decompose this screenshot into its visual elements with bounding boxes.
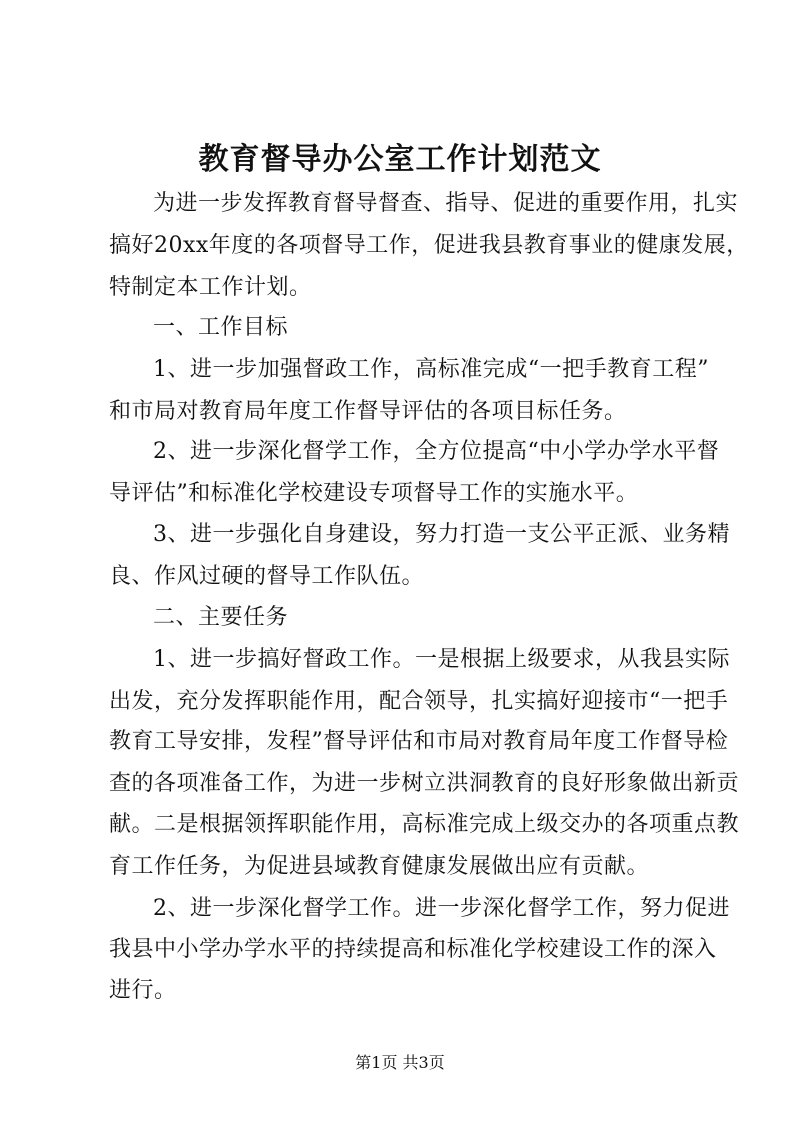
body-line: 查的各项准备工作，为进一步树立洪洞教育的良好形象做出新贡 <box>109 771 740 796</box>
body-line: 搞好20xx年度的各项督导工作，促进我县教育事业的健康发展， <box>109 233 749 258</box>
body-line: 1、进一步搞好督政工作。一是根据上级要求，从我县实际 <box>153 647 730 672</box>
body-line: 2、进一步深化督学工作。进一步深化督学工作，努力促进 <box>153 896 730 921</box>
body-line: 教育工导安排，发程”督导评估和市局对教育局年度工作督导检 <box>109 729 729 754</box>
body-line: 良、作风过硬的督导工作队伍。 <box>109 564 425 589</box>
body-line: 我县中小学办学水平的持续提高和标准化学校建设工作的深入 <box>109 937 717 962</box>
body-line: 2、进一步深化督学工作，全方位提高“中小学办学水平督 <box>153 439 720 464</box>
body-line: 和市局对教育局年度工作督导评估的各项目标任务。 <box>109 399 627 424</box>
body-line: 献。二是根据领挥职能作用，高标准完成上级交办的各项重点教 <box>109 812 740 837</box>
page-footer: 第1页 共3页 <box>355 1053 445 1072</box>
body-line: 3、进一步强化自身建设，努力打造一支公平正派、业务精 <box>153 522 730 547</box>
section-heading: 一、工作目标 <box>153 315 289 340</box>
page-title: 教育督导办公室工作计划范文 <box>198 142 602 177</box>
body-line: 为进一步发挥教育督导督查、指导、促进的重要作用，扎实 <box>153 191 739 216</box>
body-line: 特制定本工作计划。 <box>109 275 312 300</box>
section-heading: 二、主要任务 <box>153 605 289 630</box>
body-line: 育工作任务，为促进县域教育健康发展做出应有贡献。 <box>109 854 650 879</box>
body-line: 导评估”和标准化学校建设专项督导工作的实施水平。 <box>109 481 639 506</box>
body-line: 1、进一步加强督政工作，高标准完成“一把手教育工程” <box>153 357 709 382</box>
body-line: 出发，充分发挥职能作用，配合领导，扎实搞好迎接市“一把手 <box>109 689 729 714</box>
body-line: 进行。 <box>109 978 177 1003</box>
